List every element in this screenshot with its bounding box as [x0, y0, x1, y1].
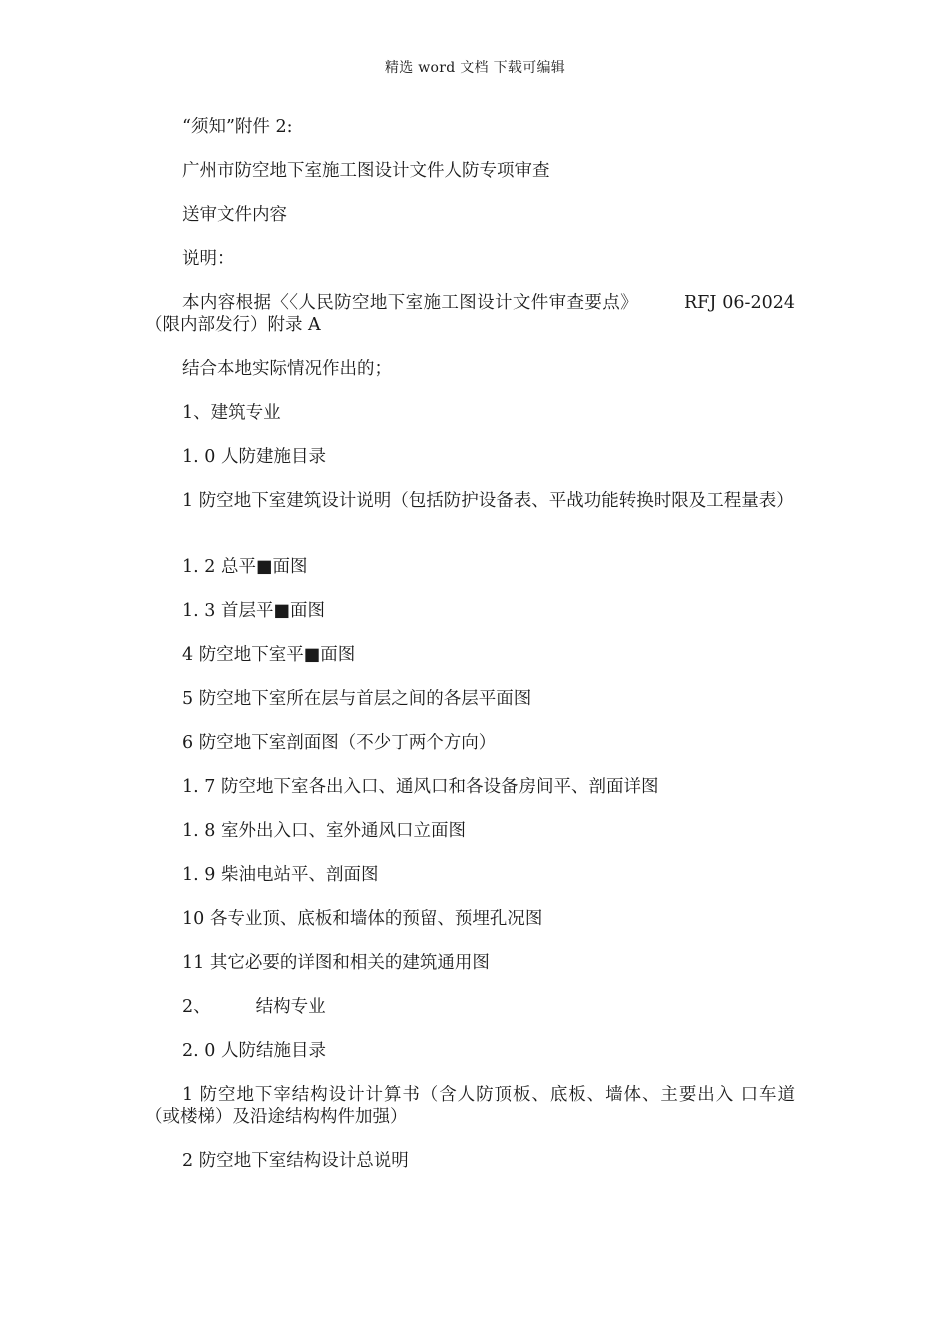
page-header: 精选 word 文档 下载可编辑: [384, 60, 566, 76]
list-item: 5 防空地下室所在层与首层之间的各层平面图: [182, 689, 532, 709]
basis-paragraph-part-2: RFJ 06-2024 （限内部发行）附录 A: [145, 293, 795, 335]
list-item: 10 各专业顶、底板和墙体的预留、预埋孔况图: [182, 909, 543, 929]
basis-note: 结合本地实际情况作出的；: [182, 359, 392, 379]
section-number: 2、: [182, 997, 211, 1017]
list-item: 1. 8 室外出入口、室外通风口立面图: [182, 821, 466, 841]
section-structure: [182, 996, 326, 1018]
list-item: 11 其它必要的详图和相关的建筑通用图: [182, 953, 490, 973]
list-item: 1 防空地下宰结构设计计算书（含人防顶板、底板、墙体、主要出入 口车道（或楼梯）及沿途结构构件加强）: [145, 1085, 795, 1127]
list-item: 1. 2 总平■面图: [182, 557, 308, 577]
list-item: 2. 0 人防结施目录: [182, 1041, 326, 1061]
document-subtitle: 送审文件内容: [182, 205, 287, 225]
document-title: 广州市防空地下室施工图设计文件人防专项审查: [182, 161, 550, 181]
list-item: 6 防空地下室剖面图（不少丁两个方向）: [182, 733, 497, 753]
attachment-label: “须知”附件 2:: [182, 117, 293, 137]
section-label: 结构专业: [255, 997, 326, 1017]
list-item: 1. 9 柴油电站平、剖面图: [182, 865, 379, 885]
list-item: 1. 7 防空地下室各出入口、通风口和各设备房间平、剖面详图: [182, 777, 659, 797]
note-heading: 说明：: [182, 249, 235, 269]
basis-paragraph-part-1: 本内容根据〈〈人民防空地下室施工图设计文件审查要点》: [182, 293, 638, 313]
list-item: 1. 0 人防建施目录: [182, 447, 326, 467]
basis-paragraph: [145, 292, 795, 336]
list-item: 1 防空地下室建筑设计说明（包括防护设备表、平战功能转换时限及工程量表）: [182, 491, 794, 511]
list-item: 2 防空地下室结构设计总说明: [182, 1151, 409, 1171]
section-architecture: 1、建筑专业: [182, 403, 281, 423]
list-item: 1. 3 首层平■面图: [182, 601, 325, 621]
list-item: 4 防空地下室平■面图: [182, 645, 356, 665]
